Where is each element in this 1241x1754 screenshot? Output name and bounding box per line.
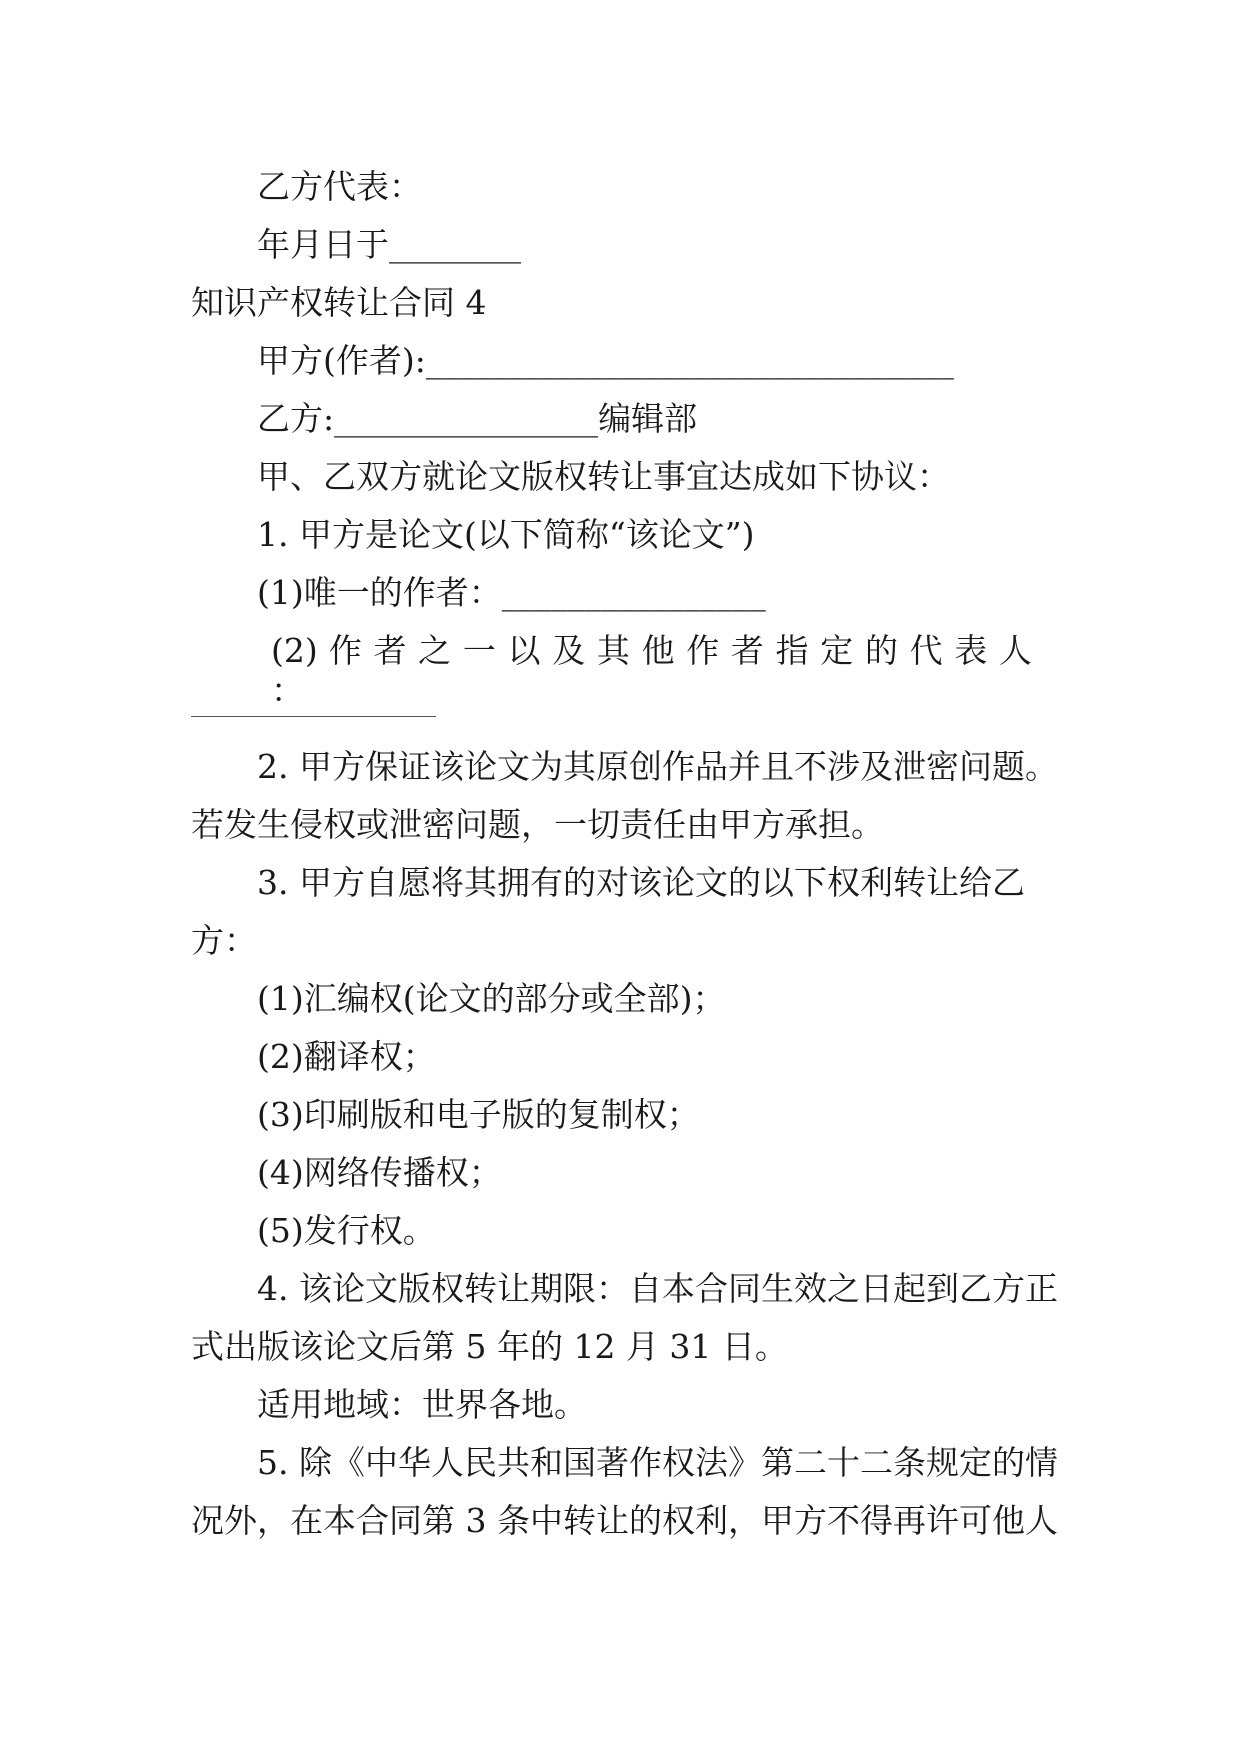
right-distribution: (5)发行权。 — [257, 1211, 436, 1250]
clause-1-item-2: (2) 作 者 之 一 以 及 其 他 作 者 指 定 的 代 表 人 ： — [271, 631, 1032, 710]
right-network: (4)网络传播权； — [257, 1153, 502, 1192]
clause-1: 1. 甲方是论文(以下简称“该论文”) — [257, 515, 755, 554]
clause-2: 2. 甲方保证该论文为其原创作品并且不涉及泄密问题。 — [257, 747, 1058, 786]
right-compilation: (1)汇编权(论文的部分或全部)； — [257, 979, 726, 1018]
clause-4: 4. 该论文版权转让期限：自本合同生效之日起到乙方正 — [257, 1269, 1058, 1308]
party-a-line: 甲方(作者):________________________________ — [257, 341, 954, 380]
clause-4-continued: 式出版该论文后第 5 年的 12 月 31 日。 — [191, 1327, 788, 1366]
party-b-representative-line: 乙方代表： — [257, 167, 422, 206]
clause-3: 3. 甲方自愿将其拥有的对该论文的以下权利转让给乙 — [257, 863, 1025, 902]
clause-1-item-1: (1)唯一的作者：________________ — [257, 573, 766, 612]
date-line: 年月日于________ — [257, 225, 521, 264]
contract-title: 知识产权转让合同 4 — [191, 283, 487, 322]
clause-5-continued: 况外，在本合同第 3 条中转让的权利，甲方不得再许可他人 — [191, 1501, 1058, 1540]
clause-3-continued: 方： — [191, 921, 257, 960]
signature-blank-rule — [191, 716, 436, 717]
right-reproduction: (3)印刷版和电子版的复制权； — [257, 1095, 700, 1134]
party-b-line: 乙方:________________编辑部 — [257, 399, 698, 438]
right-translation: (2)翻译权； — [257, 1037, 436, 1076]
agreement-intro: 甲、乙双方就论文版权转让事宜达成如下协议： — [257, 457, 950, 496]
territory-line: 适用地域：世界各地。 — [257, 1385, 587, 1424]
clause-2-continued: 若发生侵权或泄密问题，一切责任由甲方承担。 — [191, 805, 884, 844]
clause-5: 5. 除《中华人民共和国著作权法》第二十二条规定的情 — [257, 1443, 1058, 1482]
